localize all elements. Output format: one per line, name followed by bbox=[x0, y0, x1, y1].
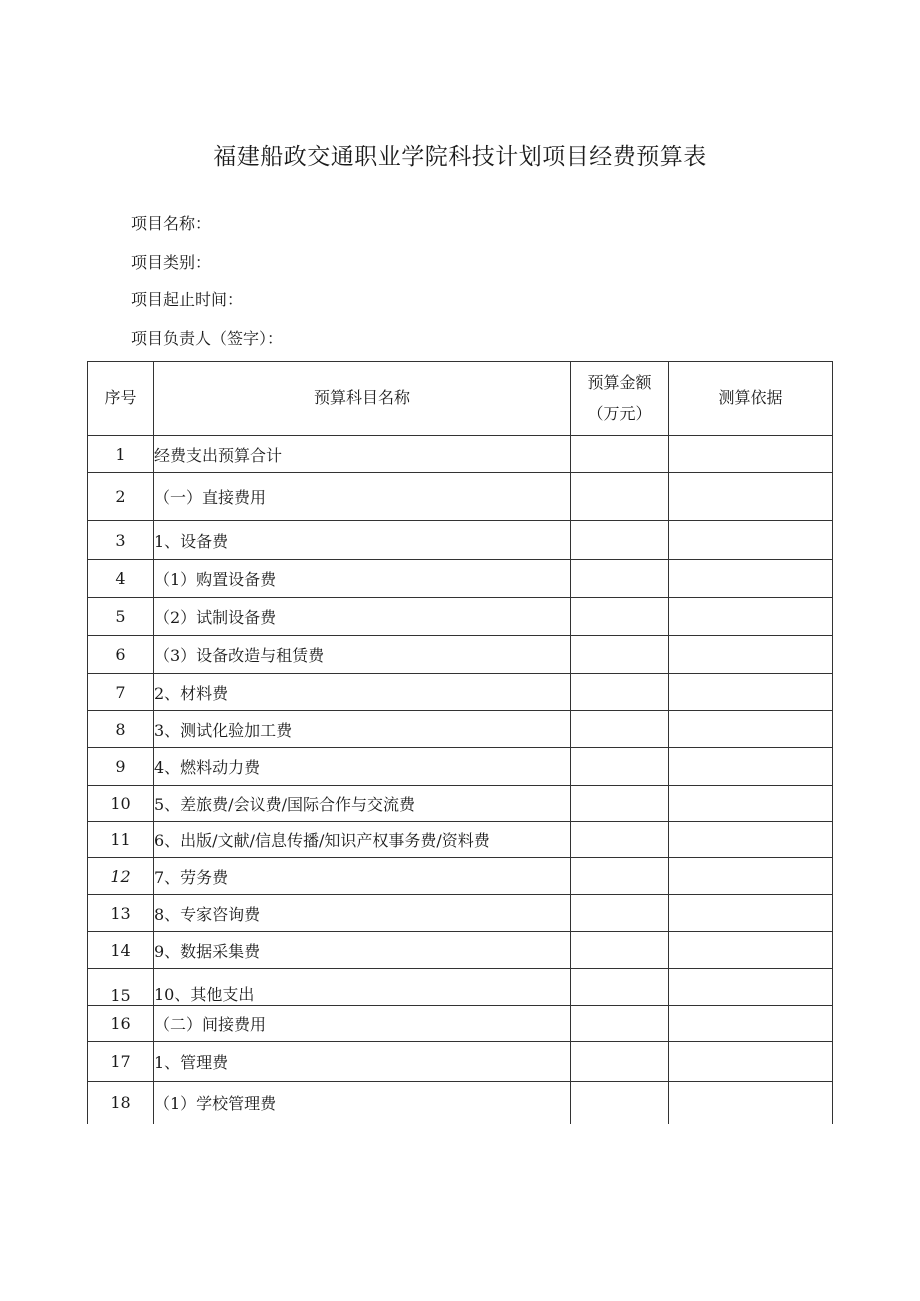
row-no: 14 bbox=[88, 932, 154, 969]
row-no: 18 bbox=[88, 1082, 154, 1124]
row-item: （1）购置设备费 bbox=[154, 560, 571, 598]
basis-cell[interactable] bbox=[669, 521, 833, 560]
amount-cell[interactable] bbox=[571, 1006, 669, 1042]
basis-cell[interactable] bbox=[669, 1006, 833, 1042]
table-row bbox=[88, 1082, 833, 1124]
row-item: 2、材料费 bbox=[154, 674, 571, 711]
basis-cell[interactable] bbox=[669, 969, 833, 1006]
amount-cell[interactable] bbox=[571, 473, 669, 521]
row-item: 3、测试化验加工费 bbox=[154, 711, 571, 748]
amount-cell[interactable] bbox=[571, 748, 669, 786]
table-row bbox=[88, 1042, 833, 1082]
amount-cell[interactable] bbox=[571, 1082, 669, 1124]
budget-table bbox=[87, 361, 833, 1124]
row-no: 11 bbox=[88, 822, 154, 858]
basis-cell[interactable] bbox=[669, 674, 833, 711]
header-basis: 测算依据 bbox=[669, 362, 833, 436]
table-row bbox=[88, 473, 833, 521]
table-row bbox=[88, 932, 833, 969]
basis-cell[interactable] bbox=[669, 436, 833, 473]
row-no: 9 bbox=[88, 748, 154, 786]
amount-cell[interactable] bbox=[571, 711, 669, 748]
amount-cell[interactable] bbox=[571, 636, 669, 674]
basis-cell[interactable] bbox=[669, 858, 833, 895]
row-no: 10 bbox=[88, 786, 154, 822]
basis-cell[interactable] bbox=[669, 598, 833, 636]
row-no: 7 bbox=[88, 674, 154, 711]
basis-cell[interactable] bbox=[669, 932, 833, 969]
row-item: 4、燃料动力费 bbox=[154, 748, 571, 786]
row-no: 13 bbox=[88, 895, 154, 932]
basis-cell[interactable] bbox=[669, 1042, 833, 1082]
basis-cell[interactable] bbox=[669, 711, 833, 748]
basis-cell[interactable] bbox=[669, 748, 833, 786]
table-row bbox=[88, 674, 833, 711]
row-item: （2）试制设备费 bbox=[154, 598, 571, 636]
amount-cell[interactable] bbox=[571, 932, 669, 969]
table-row bbox=[88, 560, 833, 598]
row-item: （1）学校管理费 bbox=[154, 1082, 571, 1124]
table-row bbox=[88, 711, 833, 748]
header-amount bbox=[571, 362, 669, 436]
basis-cell[interactable] bbox=[669, 560, 833, 598]
row-no: 3 bbox=[88, 521, 154, 560]
amount-cell[interactable] bbox=[571, 560, 669, 598]
row-item: 经费支出预算合计 bbox=[154, 436, 571, 473]
table-row bbox=[88, 636, 833, 674]
project-period-label: 项目起止时间： bbox=[131, 290, 244, 309]
row-no: 8 bbox=[88, 711, 154, 748]
header-item: 预算科目名称 bbox=[154, 362, 571, 436]
table-row bbox=[88, 598, 833, 636]
project-name-label: 项目名称： bbox=[131, 214, 212, 233]
row-item: 7、劳务费 bbox=[154, 858, 571, 895]
row-item: 1、设备费 bbox=[154, 521, 571, 560]
amount-cell[interactable] bbox=[571, 521, 669, 560]
header-amount-line2: （万元） bbox=[587, 403, 652, 423]
row-item: （二）间接费用 bbox=[154, 1006, 571, 1042]
row-no: 4 bbox=[88, 560, 154, 598]
basis-cell[interactable] bbox=[669, 1082, 833, 1124]
row-no: 17 bbox=[88, 1042, 154, 1082]
table-row bbox=[88, 436, 833, 473]
row-no: 12 bbox=[88, 858, 154, 895]
amount-cell[interactable] bbox=[571, 436, 669, 473]
basis-cell[interactable] bbox=[669, 636, 833, 674]
amount-cell[interactable] bbox=[571, 858, 669, 895]
table-row bbox=[88, 748, 833, 786]
row-no: 2 bbox=[88, 473, 154, 521]
row-item: 6、出版/文献/信息传播/知识产权事务费/资料费 bbox=[154, 822, 571, 858]
amount-cell[interactable] bbox=[571, 895, 669, 932]
table-row bbox=[88, 822, 833, 858]
table-row bbox=[88, 521, 833, 560]
row-item: （一）直接费用 bbox=[154, 473, 571, 521]
row-item: 1、管理费 bbox=[154, 1042, 571, 1082]
amount-cell[interactable] bbox=[571, 822, 669, 858]
amount-cell[interactable] bbox=[571, 598, 669, 636]
row-item: 9、数据采集费 bbox=[154, 932, 571, 969]
table-row bbox=[88, 1006, 833, 1042]
header-amount-line1: 预算金额 bbox=[587, 373, 652, 393]
header-no: 序号 bbox=[88, 362, 154, 436]
row-no: 1 bbox=[88, 436, 154, 473]
table-row bbox=[88, 895, 833, 932]
row-no: 5 bbox=[88, 598, 154, 636]
row-item: 8、专家咨询费 bbox=[154, 895, 571, 932]
amount-cell[interactable] bbox=[571, 786, 669, 822]
basis-cell[interactable] bbox=[669, 473, 833, 521]
table-row bbox=[88, 969, 833, 1006]
basis-cell[interactable] bbox=[669, 895, 833, 932]
row-no: 16 bbox=[88, 1006, 154, 1042]
row-no: 15 bbox=[88, 969, 154, 1006]
table-header-row bbox=[88, 362, 833, 436]
row-item: 5、差旅费/会议费/国际合作与交流费 bbox=[154, 786, 571, 822]
row-item: 10、其他支出 bbox=[154, 969, 571, 1006]
project-category-label: 项目类别： bbox=[131, 253, 212, 272]
table-row bbox=[88, 858, 833, 895]
page-title: 福建船政交通职业学院科技计划项目经费预算表 bbox=[213, 144, 707, 170]
amount-cell[interactable] bbox=[571, 969, 669, 1006]
table-row bbox=[88, 786, 833, 822]
row-no: 6 bbox=[88, 636, 154, 674]
amount-cell[interactable] bbox=[571, 674, 669, 711]
amount-cell[interactable] bbox=[571, 1042, 669, 1082]
basis-cell[interactable] bbox=[669, 822, 833, 858]
row-item: （3）设备改造与租赁费 bbox=[154, 636, 571, 674]
project-leader-label: 项目负责人（签字）： bbox=[131, 329, 284, 348]
basis-cell[interactable] bbox=[669, 786, 833, 822]
